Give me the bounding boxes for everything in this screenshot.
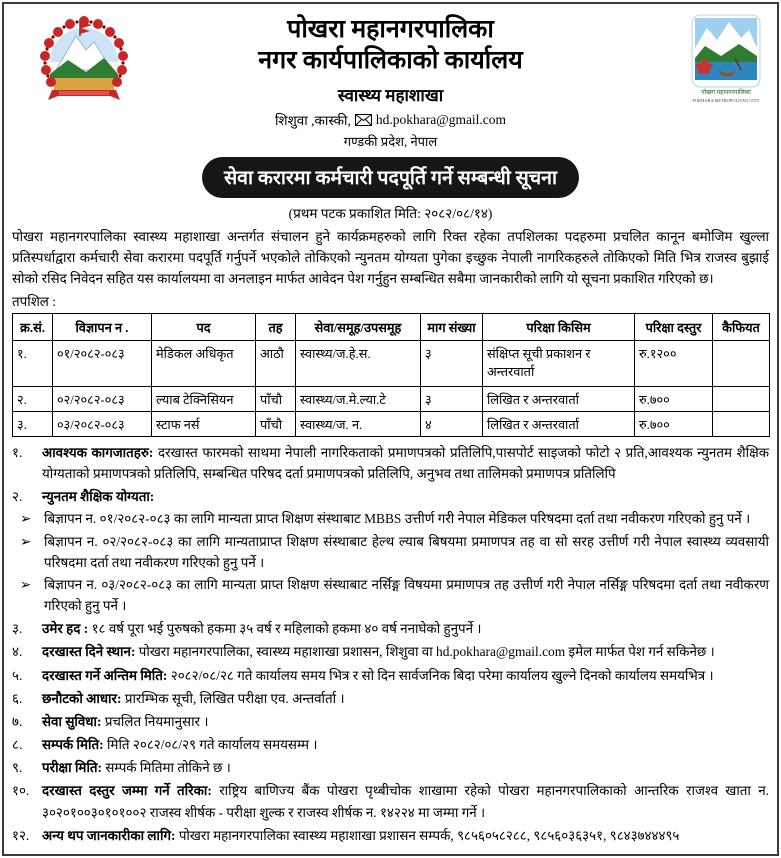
table-cell: ल्याब टेक्निसियन (152, 386, 256, 411)
note-label: सम्पर्क मिति: (42, 737, 104, 753)
pokhara-logo-caption-english: POKHARA METROPOLITAN CITY (692, 98, 760, 103)
table-header-cell: परिक्षा किसिम (483, 313, 635, 340)
table-cell: ३. (13, 411, 53, 436)
bullet-text: बिज्ञापन न. ०१/२०८२-०८३ का लागि मान्यता प्राप्त शिक्षण संस्थाबाट MBBS उत्तीर्ण गरी नेपाल मेडिकल परिषदमा दर्ता तथा नवीकरण गरिएको हुनु पर्ने । (44, 511, 751, 527)
nepal-coat-of-arms-icon (34, 12, 134, 112)
note-number: ५. (12, 667, 23, 683)
table-cell: ३ (421, 340, 483, 386)
note-text (42, 780, 769, 822)
table-cell: स्वास्थ्य/ज. न. (296, 411, 421, 436)
table-header-cell: कैफियत (713, 313, 770, 340)
department-name: स्वास्थ्य महाशाखा (337, 85, 444, 105)
list-item (12, 618, 769, 639)
note-text (42, 618, 769, 639)
table-header-cell: सेवा/समूह/उपसमूह (296, 313, 421, 340)
table-row (13, 386, 770, 411)
table-cell: लिखित र अन्तरवार्ता (483, 411, 635, 436)
list-item (12, 757, 769, 778)
table-cell: आठौ (256, 340, 296, 386)
note-label: न्युनतम शैक्षिक योग्यता: (42, 489, 155, 505)
note-label: परीक्षा मिति: (42, 760, 103, 776)
table-cell: पाँचौ (256, 386, 296, 411)
envelope-icon (355, 114, 372, 126)
intro-paragraph: पोखरा महानगरपालिका स्वास्थ्य महाशाखा अन्तर्गत संचालन हुने कार्यक्रमहरुको लागि रिक्त रहेका तपशिलका पदहरुमा प्रचलित कानून बमोजिम खुल्ला प्रतिस्पर्धाद्वारा कर्मचारी सेवा करारमा पदपूर्ति गर्नुपर्ने भएकोले तोकिएको न्युनतम योग्यता पुगेका इच्छुक नेपाली नागरिकहरुले तोकिएको मिति भित्र राजस्व बुझाई सोको रसिद निवेदन सहित यस कार्यालयमा वा अनलाइन मार्फत आवेदन पेश गर्नुहुन सम्बन्धित सबैमा जानकारीको लागि यो सूचना प्रकाशित गरिएको छ। (12, 228, 769, 287)
arrow-bullet-icon: ➢ (20, 576, 32, 592)
table-cell: रु.७०० (635, 411, 713, 436)
list-item (12, 780, 769, 822)
notice-document (2, 2, 779, 856)
note-value: राष्ट्रिय बाणिज्य बैंक पोखरा पृथ्बीचोक शाखामा रहेको पोखरा महानगरपालिकाको आन्तरिक राजश्व खाता न. ३०२०१००३०१०१००२ राजस्व शीर्षक - परीक्षा शुल्क र राजस्व शीर्षक न. १४२२४ मा जम्मा गर्ने । (42, 783, 770, 820)
note-label: छनौटको आधार: (42, 690, 122, 706)
note-value: प्रचलित नियमानुसार । (104, 713, 209, 729)
list-item (12, 574, 769, 616)
table-cell: २. (13, 386, 53, 411)
table-cell: मेडिकल अधिकृत (152, 340, 256, 386)
list-item (12, 734, 769, 755)
contact-line (12, 111, 769, 129)
table-cell: संक्षिप्त सूची प्रकाशन र अन्तरवार्ता (483, 340, 635, 386)
note-text (42, 641, 769, 662)
note-label: उमेर हद : (42, 621, 89, 637)
organization-name: पोखरा महानगरपालिका (287, 16, 494, 43)
note-number: १. (12, 444, 23, 460)
note-label: दरखास्त गर्ने अन्तिम मिति: (42, 667, 168, 683)
note-value: २०८२/०८/२८ गते कार्यालय समय भित्र र सो दिन सार्वजनिक बिदा परेमा कार्यालय खुल्ने दिनको कार्यालय समयभित्र । (170, 667, 714, 683)
note-number: ७. (12, 713, 23, 729)
vacancy-table (12, 313, 770, 437)
list-item (12, 531, 769, 573)
details-label: तपशिल : (12, 293, 56, 309)
list-item (12, 508, 769, 529)
table-cell: स्वास्थ्य/ज.मे.ल्या.टे (296, 386, 421, 411)
list-item (12, 711, 769, 732)
table-row (13, 411, 770, 436)
table-cell: लिखित र अन्तरवार्ता (483, 386, 635, 411)
note-value: प्रारम्भिक सूची, लिखित परीक्षा एव. अन्तर्वार्ता । (124, 690, 345, 706)
table-header-cell: माग संख्या (421, 313, 483, 340)
document-header (12, 10, 769, 150)
banner-container (12, 157, 769, 198)
table-cell: ३ (421, 386, 483, 411)
note-number: ९. (12, 760, 23, 776)
note-value: दरखास्त फारमको साथमा नेपाली नागरिकताको प्रमाणपत्रको प्रतिलिपि,पासपोर्ट साइजको फोटो २ प्रति,आवश्यक न्युनतम शैक्षिक योग्यताको प्रमाणपत्रको प्रतिलिपि, सम्बन्धित परिषद दर्ता प्रमाणपत्रको प्रतिलिपि, अनुभव तथा तालिमको प्रमाणपत्र प्रतिलिपि (42, 444, 770, 481)
table-cell: ०२/२०८२-०८३ (53, 386, 152, 411)
note-text (42, 688, 769, 709)
note-number: ३. (12, 621, 23, 637)
note-text (42, 486, 769, 507)
table-cell: स्वास्थ्य/ज.हे.स. (296, 340, 421, 386)
note-label: दरखास्त दिने स्थान: (42, 644, 136, 660)
list-item (12, 442, 769, 484)
list-item (12, 641, 769, 662)
table-header-row (13, 313, 770, 340)
province-line: गण्डकी प्रदेश, नेपाल (343, 133, 438, 149)
table-cell: रु.७०० (635, 386, 713, 411)
note-text (42, 665, 769, 686)
note-number: ४. (12, 644, 23, 660)
table-row (13, 340, 770, 386)
note-text (42, 825, 769, 846)
qualification-bullets (12, 508, 769, 616)
note-number: ८. (12, 737, 23, 753)
note-label: दरखास्त दस्तुर जम्मा गर्ने तरिका: (42, 783, 212, 799)
note-value: १८ वर्ष पूरा भई पुरुषको हकमा ३५ वर्ष र महिलाको हकमा ४० वर्ष ननाघेको हुनुपर्ने । (91, 621, 482, 637)
note-number: २. (12, 489, 23, 505)
table-cell (713, 411, 770, 436)
pokhara-logo-caption-nepali: पोखरा महानगरपालिका (701, 90, 751, 96)
table-header-cell: तह (256, 313, 296, 340)
note-value: पोखरा महानगरपालिका, स्वास्थ्य महाशाखा प्रशासन, शिशुवा वा hd.pokhara@gmail.com इमेल मार्फत पेश गर्न सकिनेछ । (138, 644, 715, 660)
notes-list (12, 442, 769, 846)
table-cell: पाँचौ (256, 411, 296, 436)
note-value: पोखरा महानगरपालिका स्वास्थ्य महाशाखा प्रशासन सम्पर्क, ९८५६०५८२८८, ९८५६०३६३५१, ९८४३७४४४९५ (178, 827, 680, 843)
table-cell: रु.१२०० (635, 340, 713, 386)
note-label: आवश्यक कागजातहरु: (42, 444, 154, 460)
list-item (12, 688, 769, 709)
bullet-text: बिज्ञापन न. ०२/२०८२-०८३ का लागि मान्यताप्राप्त शिक्षण संस्थाबाट हेल्थ ल्याब बिषयमा प्रमाणपत्र तह वा सो सरह उत्तीर्ण गरी नेपाल स्वास्थ्य व्यवसायी परिषदमा दर्ता तथा नवीकरण गरिएको हुनु पर्ने । (44, 533, 769, 570)
table-header-cell: विज्ञापन न . (53, 313, 152, 340)
note-text (42, 442, 769, 484)
pokhara-city-logo-icon (691, 14, 761, 110)
note-label: अन्य थप जानकारीका लागि: (42, 827, 176, 843)
note-number: ६. (12, 690, 23, 706)
note-value: सम्पर्क मितिमा तोकिने छ । (105, 760, 231, 776)
table-cell: स्टाफ नर्स (152, 411, 256, 436)
address-text: शिशुवा ,कास्की, (274, 112, 351, 128)
note-number: १२. (12, 827, 30, 843)
note-label: सेवा सुविधा: (42, 713, 102, 729)
table-cell: १. (13, 340, 53, 386)
list-item (12, 486, 769, 507)
table-header-cell: क्र.सं. (13, 313, 53, 340)
note-text (42, 734, 769, 755)
arrow-bullet-icon: ➢ (20, 511, 32, 527)
table-cell: ०१/२०८२-०८३ (53, 340, 152, 386)
table-cell: ४ (421, 411, 483, 436)
table-cell: ०३/२०८२-०८३ (53, 411, 152, 436)
arrow-bullet-icon: ➢ (20, 533, 32, 549)
email-text: hd.pokhara@gmail.com (375, 111, 507, 127)
note-number: १०. (12, 783, 30, 799)
notice-title-banner: सेवा करारमा कर्मचारी पदपूर्ति गर्ने सम्बन्धी सूचना (202, 157, 579, 198)
list-item (12, 665, 769, 686)
office-name: नगर कार्यपालिकाको कार्यालय (258, 47, 523, 75)
note-text (42, 757, 769, 778)
note-text (42, 711, 769, 732)
bullet-text: बिज्ञापन न. ०३/२०८२-०८३ का लागि मान्यता प्राप्त शिक्षण संस्थाबाट नर्सिङ्ग विषयमा प्रमाणपत्र तह उत्तीर्ण गरी नेपाल नर्सिङ्ग परिषदमा दर्ता तथा नवीकरण गरिएको हुनु पर्ने । (44, 576, 769, 614)
table-header-cell: परिक्षा दस्तुर (635, 313, 713, 340)
publication-date-line: (प्रथम पटक प्रकाशित मिति: २०८२/०८/१४) (288, 205, 493, 221)
table-header-cell: पद (152, 313, 256, 340)
table-cell (713, 340, 770, 386)
note-value: मिति २०८२/०८/२९ गते कार्यालय समयसम्म । (106, 737, 318, 753)
list-item (12, 825, 769, 846)
table-cell (713, 386, 770, 411)
